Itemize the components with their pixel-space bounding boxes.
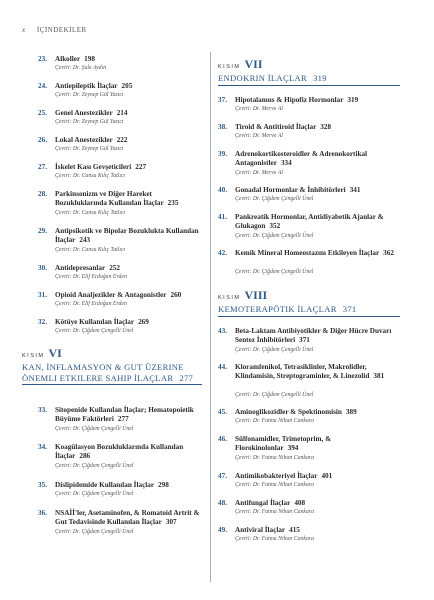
entry-title: Gonadal Hormonlar & İnhibitörleri: [235, 186, 346, 194]
running-header: [22, 26, 87, 34]
part-label: KISIM: [218, 295, 241, 301]
entry-number: 49.: [218, 526, 227, 534]
entry-number: 44.: [218, 363, 227, 371]
part-viii-heading: [218, 286, 400, 317]
part-page: 277: [179, 372, 194, 383]
entry-number: 24.: [38, 82, 47, 90]
entry-translator: Çeviri: Dr. Çiğdem Çengelli Ünel: [55, 426, 134, 432]
entry-translator: Çeviri: Dr. Zeynep Gül Yazıcı: [55, 119, 124, 125]
entry-translator: Çeviri: Dr. Şule Aydın: [55, 65, 107, 71]
entry-title: Pankreatik Hormonlar, Antidiyabetik Ajanlar & Glukagon: [235, 213, 384, 231]
entry-title: Antimikobakteriyel İlaçlar: [235, 472, 318, 480]
entry-number: 33.: [38, 406, 47, 414]
entry-number: 34.: [38, 443, 47, 451]
entry-title: Kötüye Kullanılan İlaçlar: [55, 318, 135, 326]
entry-title: Antifungal İlaçlar: [235, 499, 291, 507]
entry-number: 47.: [218, 472, 227, 480]
entry-page: 235: [167, 199, 179, 208]
entry-translator: Çeviri: Dr. Fatma Nihan Cankara: [235, 418, 315, 424]
entry-translator: Çeviri: Dr. Elif Erdoğan Erden: [55, 301, 127, 307]
entry-page: 243: [79, 236, 91, 245]
entry-title: Parkinsonizm ve Diğer Hareket Bozukluklarında Kullanılan İlaçlar: [55, 190, 164, 208]
entry-number: 48.: [218, 499, 227, 507]
entry-page: 222: [116, 136, 128, 144]
entry-title: Sitopenide Kullanılan İlaçlar; Hematopoietik Büyüme Faktörleri: [55, 406, 194, 424]
part-title: KAN, İNFLAMASYON & GUT ÜZERINE ÖNEMLI ETKILERE SAHIP İLAÇLAR: [22, 362, 184, 383]
part-rule: [218, 85, 400, 86]
entry-translator: Çeviri: Dr. Elif Erdoğan Erden: [55, 274, 127, 280]
entry-number: 27.: [38, 163, 47, 171]
entry-translator: Çeviri: Dr. Cansu Kılıç Tatlıcı: [55, 210, 126, 216]
entry-page: 352: [269, 222, 281, 231]
entry-page: 205: [121, 82, 133, 90]
part-vii-heading: [218, 55, 400, 86]
entry-number: 35.: [38, 481, 47, 489]
part-vi-heading: [22, 344, 202, 385]
part-roman: VIII: [244, 288, 268, 302]
entry-translator: Çeviri: Dr. Çiğdem Çengelli Ünel: [55, 463, 134, 469]
entry-page: 198: [84, 55, 95, 63]
entry-page: 277: [117, 415, 129, 424]
entry-page: 260: [170, 291, 182, 299]
part-rule: [218, 316, 400, 317]
entry-page: 319: [347, 96, 359, 104]
entry-translator: Çeviri: Dr. Çiğdem Çengelli Ünel: [55, 529, 134, 535]
entry-title: Beta-Laktam Antibiyotikler & Diğer Hücre Duvarı Sentez İnhibitörleri: [235, 327, 392, 345]
entry-page: 227: [135, 163, 147, 171]
entry-title: Alkoller: [55, 55, 81, 63]
entry-title: Antidepresanlar: [55, 264, 106, 272]
entry-title: Tiroid & Antitiroid İlaçlar: [235, 123, 317, 131]
entry-page: 269: [138, 318, 149, 326]
entry-number: 36.: [38, 509, 47, 517]
entry-number: 43.: [218, 327, 227, 335]
entry-page: 381: [373, 372, 385, 381]
entry-translator: Çeviri: Dr. Çiğdem Çengelli Ünel: [235, 347, 314, 353]
entry-number: 26.: [38, 136, 47, 144]
entry-number: 45.: [218, 408, 227, 416]
entry-title: Adrenokortikosteroidler & Adrenokortikal Antagonistler: [235, 150, 368, 168]
entry-translator: Çeviri: Dr. Çiğdem Çengelli Ünel: [55, 491, 134, 497]
part-title: ENDOKRIN İLAÇLAR: [218, 73, 308, 83]
entry-page: 252: [109, 264, 120, 272]
part-rule: [22, 384, 202, 385]
entry-number: 31.: [38, 291, 47, 299]
entry-title: Antipsikotik ve Bipolar Bozuklukta Kullanılan İlaçlar: [55, 227, 199, 245]
part-label: KISIM: [218, 64, 241, 70]
entry-page: 286: [79, 452, 91, 461]
entry-title: Dislipidemide Kullanılan İlaçlar: [55, 481, 155, 489]
part-page: 371: [342, 304, 357, 314]
part-label: KISIM: [22, 353, 45, 359]
entry-page: 408: [294, 499, 306, 507]
entry-title: Antiviral İlaçlar: [235, 526, 286, 534]
entry-translator: Çeviri: Dr. Fatma Nihan Cankara: [235, 482, 315, 488]
header-title: İÇİNDEKİLER: [36, 26, 87, 34]
entry-title: Lokal Anestezikler: [55, 136, 113, 144]
entry-page: 334: [280, 159, 292, 168]
entry-number: 42.: [218, 249, 227, 257]
entry-page: 298: [158, 481, 169, 489]
entry-number: 37.: [218, 96, 227, 104]
page-number: x: [22, 26, 26, 34]
part-roman: VII: [244, 57, 263, 71]
part-title: KEMOTERAPÖTIK İLAÇLAR: [218, 304, 337, 314]
entry-title: Opioid Analjezikler & Antagonistler: [55, 291, 167, 299]
entry-page: 389: [345, 408, 357, 416]
entry-translator: Çeviri: Dr. Çiğdem Çengelli Ünel: [235, 196, 314, 202]
entry-title: Kloramfenikol, Tetrasiklinler, Makrolidler, Klindamisin, Streptograminler, & Linezolid: [235, 363, 370, 381]
entry-translator: Çeviri: Dr. Çiğdem Çengelli Ünel: [235, 269, 314, 275]
entry-number: 38.: [218, 123, 227, 131]
entry-title: Sülfonamidler, Trimetoprim, & Florokinolonlar: [235, 435, 332, 453]
entry-translator: Çeviri: Dr. Çiğdem Çengelli Ünel: [55, 328, 134, 334]
entry-translator: Çeviri: Dr. Çiğdem Çengelli Ünel: [235, 392, 314, 398]
entry-title: İskelet Kası Gevşeticileri: [55, 163, 132, 171]
entry-number: 46.: [218, 435, 227, 443]
entry-translator: Çeviri: Dr. Çiğdem Çengelli Ünel: [235, 233, 314, 239]
entry-number: 32.: [38, 318, 47, 326]
entry-translator: Çeviri: Dr. Fatma Nihan Cankara: [235, 536, 315, 542]
entry-title: NSAİİ'ler, Asetaminofen, & Romatoid Artrit & Gut Tedavisinde Kullanılan İlaçlar: [55, 509, 200, 527]
entry-page: 341: [349, 186, 361, 194]
entry-number: 29.: [38, 227, 47, 235]
entry-title: Hipotalamus & Hipofiz Hormonlar: [235, 96, 344, 104]
entry-title: Aminoglikozidler & Spektinomisin: [235, 408, 342, 416]
entry-page: 362: [383, 249, 394, 257]
entry-page: 401: [321, 472, 333, 480]
entry-page: 328: [320, 123, 332, 131]
entry-number: 41.: [218, 213, 227, 221]
entry-translator: Çeviri: Dr. Cansu Kılıç Tatlıcı: [55, 247, 126, 253]
entry-translator: Çeviri: Dr. Merve Al: [235, 133, 283, 139]
entry-translator: Çeviri: Dr. Zeynep Gül Yazıcı: [55, 146, 124, 152]
entry-translator: Çeviri: Dr. Fatma Nihan Cankara: [235, 455, 315, 461]
entry-number: 40.: [218, 186, 227, 194]
entry-page: 371: [299, 336, 310, 345]
entry-translator: Çeviri: Dr. Zeynep Gül Yazıcı: [55, 92, 124, 98]
entry-translator: Çeviri: Dr. Fatma Nihan Cankara: [235, 509, 315, 515]
entry-translator: Çeviri: Dr. Cansu Kılıç Tatlıcı: [55, 173, 126, 179]
entry-title: Antiepileptik İlaçlar: [55, 82, 118, 90]
entry-title: Koagülasyon Bozukluklarında Kullanılan İlaçlar: [55, 443, 184, 461]
entry-number: 28.: [38, 190, 47, 198]
entry-page: 415: [289, 526, 300, 534]
entry-page: 214: [116, 109, 128, 117]
entry-number: 23.: [38, 55, 47, 63]
part-roman: VI: [48, 346, 62, 360]
column-divider: [210, 52, 211, 582]
entry-title: Genel Anestezikler: [55, 109, 113, 117]
entry-page: 394: [287, 444, 299, 453]
entry-page: 307: [165, 518, 177, 527]
entry-number: 30.: [38, 264, 47, 272]
entry-number: 39.: [218, 150, 227, 158]
entry-translator: Çeviri: Dr. Merve Al: [235, 106, 283, 112]
part-page: 319: [313, 73, 327, 83]
entry-title: Kemik Mineral Homeostazını Etkileyen İlaçlar: [235, 249, 380, 257]
entry-number: 25.: [38, 109, 47, 117]
entry-translator: Çeviri: Dr. Merve Al: [235, 170, 283, 176]
